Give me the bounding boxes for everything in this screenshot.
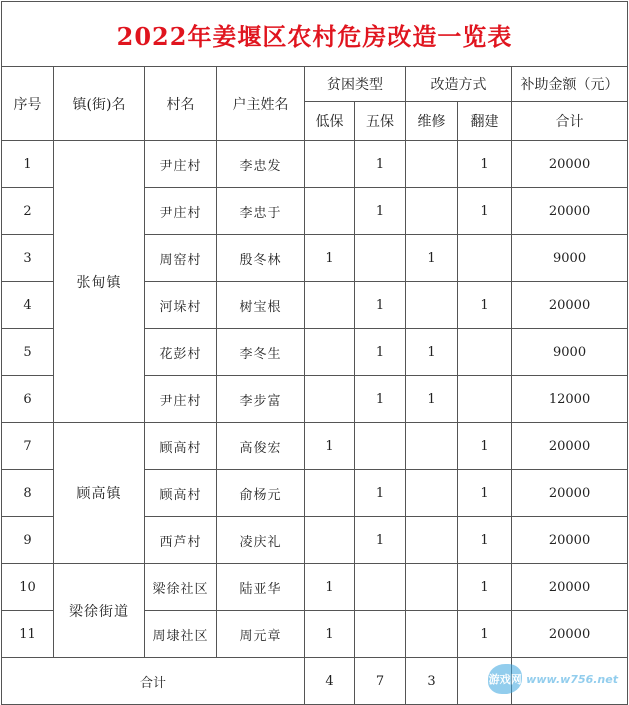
dibao-cell <box>305 282 355 329</box>
village-cell: 花彭村 <box>145 329 217 376</box>
village-cell: 西芦村 <box>145 517 217 564</box>
repair-cell <box>406 282 458 329</box>
village-cell: 尹庄村 <box>145 141 217 188</box>
wubao-cell: 1 <box>355 188 406 235</box>
rebuild-cell: 1 <box>458 564 512 611</box>
header-poverty-type: 贫困类型 <box>305 67 406 102</box>
owner-cell: 俞杨元 <box>217 470 305 517</box>
owner-cell: 凌庆礼 <box>217 517 305 564</box>
repair-cell <box>406 141 458 188</box>
repair-cell: 1 <box>406 235 458 282</box>
watermark-url: www.w756.net <box>526 672 618 686</box>
total-wubao: 7 <box>355 658 406 705</box>
village-cell: 顾高村 <box>145 423 217 470</box>
rebuild-cell: 1 <box>458 282 512 329</box>
seq-cell: 3 <box>2 235 54 282</box>
wubao-cell: 1 <box>355 376 406 423</box>
header-total: 合计 <box>512 102 628 141</box>
seq-cell: 8 <box>2 470 54 517</box>
site-watermark <box>488 661 618 697</box>
table-row <box>2 423 628 470</box>
owner-cell: 高俊宏 <box>217 423 305 470</box>
header-seq: 序号 <box>2 67 54 141</box>
rebuild-cell: 1 <box>458 470 512 517</box>
seq-cell: 11 <box>2 611 54 658</box>
total-dibao: 4 <box>305 658 355 705</box>
owner-cell: 李忠发 <box>217 141 305 188</box>
header-owner: 户主姓名 <box>217 67 305 141</box>
dibao-cell: 1 <box>305 564 355 611</box>
village-cell: 顾高村 <box>145 470 217 517</box>
dibao-cell <box>305 470 355 517</box>
dibao-cell <box>305 376 355 423</box>
owner-cell: 李忠于 <box>217 188 305 235</box>
wubao-cell <box>355 564 406 611</box>
rebuild-cell: 1 <box>458 423 512 470</box>
repair-cell <box>406 188 458 235</box>
dibao-cell <box>305 141 355 188</box>
village-cell: 尹庄村 <box>145 376 217 423</box>
repair-cell <box>406 517 458 564</box>
wubao-cell <box>355 423 406 470</box>
village-cell: 梁徐社区 <box>145 564 217 611</box>
repair-cell: 1 <box>406 376 458 423</box>
seq-cell: 5 <box>2 329 54 376</box>
wubao-cell <box>355 235 406 282</box>
wubao-cell: 1 <box>355 141 406 188</box>
seq-cell: 6 <box>2 376 54 423</box>
table-title: 2022年姜堰区农村危房改造一览表 <box>2 2 628 67</box>
table-row <box>2 564 628 611</box>
rebuild-cell: 1 <box>458 188 512 235</box>
wubao-cell <box>355 611 406 658</box>
header-town: 镇(街)名 <box>54 67 145 141</box>
seq-cell: 2 <box>2 188 54 235</box>
rebuild-cell: 1 <box>458 517 512 564</box>
wubao-cell: 1 <box>355 329 406 376</box>
renovation-table <box>1 1 628 705</box>
amount-cell: 20000 <box>512 564 628 611</box>
rebuild-cell <box>458 235 512 282</box>
town-cell: 梁徐街道 <box>54 564 145 658</box>
table-row <box>2 141 628 188</box>
amount-cell: 20000 <box>512 470 628 517</box>
amount-cell: 20000 <box>512 282 628 329</box>
wubao-cell: 1 <box>355 470 406 517</box>
dibao-cell: 1 <box>305 423 355 470</box>
header-village: 村名 <box>145 67 217 141</box>
dibao-cell: 1 <box>305 611 355 658</box>
repair-cell: 1 <box>406 329 458 376</box>
rebuild-cell <box>458 376 512 423</box>
owner-cell: 周元章 <box>217 611 305 658</box>
owner-cell: 李冬生 <box>217 329 305 376</box>
amount-cell: 20000 <box>512 141 628 188</box>
repair-cell <box>406 564 458 611</box>
repair-cell <box>406 611 458 658</box>
header-renovation-method: 改造方式 <box>406 67 512 102</box>
dibao-cell <box>305 188 355 235</box>
header-dibao: 低保 <box>305 102 355 141</box>
village-cell: 尹庄村 <box>145 188 217 235</box>
header-repair: 维修 <box>406 102 458 141</box>
totals-label: 合计 <box>2 658 305 705</box>
amount-cell: 20000 <box>512 611 628 658</box>
village-cell: 周窑村 <box>145 235 217 282</box>
rebuild-cell: 1 <box>458 611 512 658</box>
amount-cell: 9000 <box>512 235 628 282</box>
amount-cell: 20000 <box>512 188 628 235</box>
town-cell: 张甸镇 <box>54 141 145 423</box>
amount-cell: 9000 <box>512 329 628 376</box>
owner-cell: 树宝根 <box>217 282 305 329</box>
owner-cell: 殷冬林 <box>217 235 305 282</box>
amount-cell: 12000 <box>512 376 628 423</box>
rebuild-cell <box>458 329 512 376</box>
seq-cell: 1 <box>2 141 54 188</box>
header-wubao: 五保 <box>355 102 406 141</box>
rebuild-cell: 1 <box>458 141 512 188</box>
repair-cell <box>406 423 458 470</box>
total-repair: 3 <box>406 658 458 705</box>
wubao-cell: 1 <box>355 282 406 329</box>
village-cell: 河垛村 <box>145 282 217 329</box>
watermark-logo: 游戏网 <box>488 664 522 694</box>
owner-cell: 李步富 <box>217 376 305 423</box>
seq-cell: 4 <box>2 282 54 329</box>
repair-cell <box>406 470 458 517</box>
seq-cell: 7 <box>2 423 54 470</box>
town-cell: 顾高镇 <box>54 423 145 564</box>
wubao-cell: 1 <box>355 517 406 564</box>
seq-cell: 9 <box>2 517 54 564</box>
dibao-cell: 1 <box>305 235 355 282</box>
village-cell: 周埭社区 <box>145 611 217 658</box>
dibao-cell <box>305 517 355 564</box>
amount-cell: 20000 <box>512 517 628 564</box>
amount-cell: 20000 <box>512 423 628 470</box>
owner-cell: 陆亚华 <box>217 564 305 611</box>
header-subsidy: 补助金额（元） <box>512 67 628 102</box>
seq-cell: 10 <box>2 564 54 611</box>
header-rebuild: 翻建 <box>458 102 512 141</box>
dibao-cell <box>305 329 355 376</box>
